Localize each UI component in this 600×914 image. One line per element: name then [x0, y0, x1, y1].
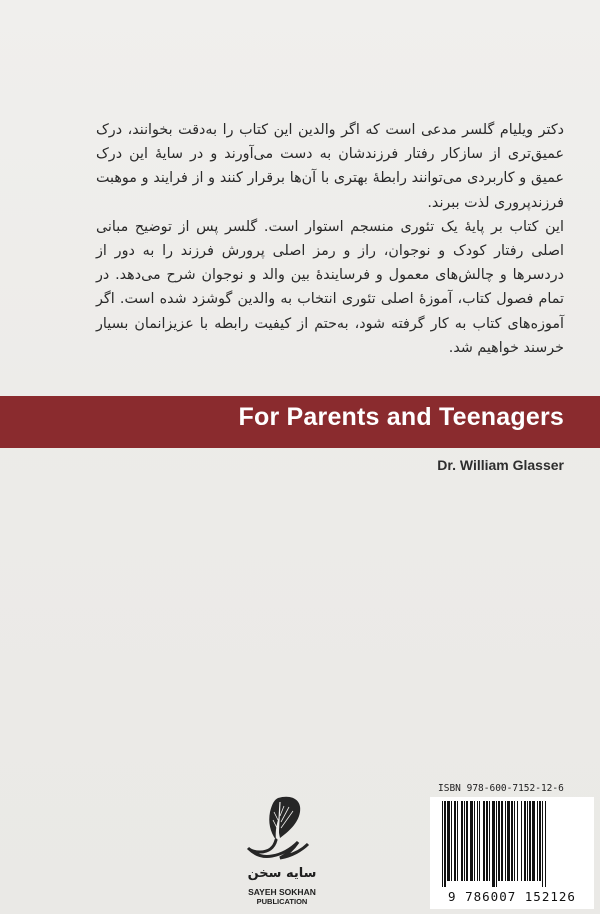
barcode-bar	[529, 801, 531, 881]
barcode	[430, 797, 594, 909]
barcode-bar	[496, 801, 497, 887]
barcode-bar	[464, 801, 465, 881]
description-paragraph-2: این کتاب بر پایهٔ یک تئوری منسجم استوار است. گلسر پس از توضیح مبانی اصلی رفتار کودک و نوجوان، راز و رمز اصلی پرورش فرزند را به دور از دردسرها و چالش‌های معمول و فرساینده‌ٔ بین والد و نوجوان شرح می‌دهد. در تمام فصول کتاب، آموزهٔ اصلی تئوری انتخاب به والدین گوشزد شده است. اگر آموزه‌های کتاب به کار گرفته شود، به‌حتم از کیفیت رابطه با عزیزانمان بسیار خرسند خواهیم شد.	[96, 218, 564, 356]
barcode-bar	[442, 801, 443, 887]
barcode-bar	[521, 801, 522, 881]
barcode-bar	[479, 801, 480, 881]
barcode-bar	[537, 801, 538, 881]
barcode-bar	[517, 801, 518, 881]
publisher-subtitle: PUBLICATION	[256, 897, 308, 906]
quill-feather-icon	[244, 792, 320, 868]
barcode-bar	[477, 801, 478, 881]
barcode-bar	[457, 801, 458, 881]
barcode-bar	[542, 801, 543, 887]
barcode-bar	[532, 801, 535, 881]
barcode-bar	[505, 801, 506, 881]
barcode-bar	[524, 801, 526, 881]
barcode-bar	[474, 801, 475, 881]
barcode-bar	[447, 801, 450, 881]
description-paragraph-1: دکتر ویلیام گلسر مدعی است که اگر والدین این کتاب را به‌دقت بخوانند، درک عمیق‌تری از سازکار رفتار فرزندشان به دست می‌آورند و در سایهٔ این درک عمیق و کاربردی می‌توانند رابطهٔ بهتری با آن‌ها برقرار کنند و از فرایند و موهبت فرزندپروری لذت ببرند.	[96, 122, 564, 211]
barcode-bar	[501, 801, 503, 881]
barcode-bar	[545, 801, 546, 887]
barcode-bar	[454, 801, 456, 881]
barcode-bars	[436, 801, 588, 889]
barcode-bar	[470, 801, 473, 881]
barcode-bar	[539, 801, 541, 881]
barcode-bar	[527, 801, 528, 881]
barcode-bar	[483, 801, 485, 881]
publisher-name-persian: سایه سخن	[247, 866, 317, 881]
barcode-bar	[466, 801, 468, 881]
barcode-bar	[486, 801, 488, 881]
barcode-bar	[514, 801, 515, 881]
book-title-english: For Parents and Teenagers	[238, 403, 564, 431]
book-description	[96, 118, 564, 360]
publisher-logo	[226, 792, 338, 914]
title-band	[0, 396, 600, 448]
isbn-label: ISBN 978-600-7152-12-6	[438, 783, 564, 794]
barcode-bar	[511, 801, 513, 881]
barcode-bar	[451, 801, 452, 881]
author-name: Dr. William Glasser	[437, 457, 564, 473]
publisher-name-english: SAYEH SOKHAN	[248, 887, 316, 897]
barcode-bar	[444, 801, 446, 887]
barcode-bar	[489, 801, 490, 881]
barcode-number: 9 786007 152126	[448, 889, 576, 904]
barcode-bar	[498, 801, 500, 881]
barcode-bar	[507, 801, 510, 881]
barcode-bar	[461, 801, 463, 881]
barcode-bar	[492, 801, 495, 887]
